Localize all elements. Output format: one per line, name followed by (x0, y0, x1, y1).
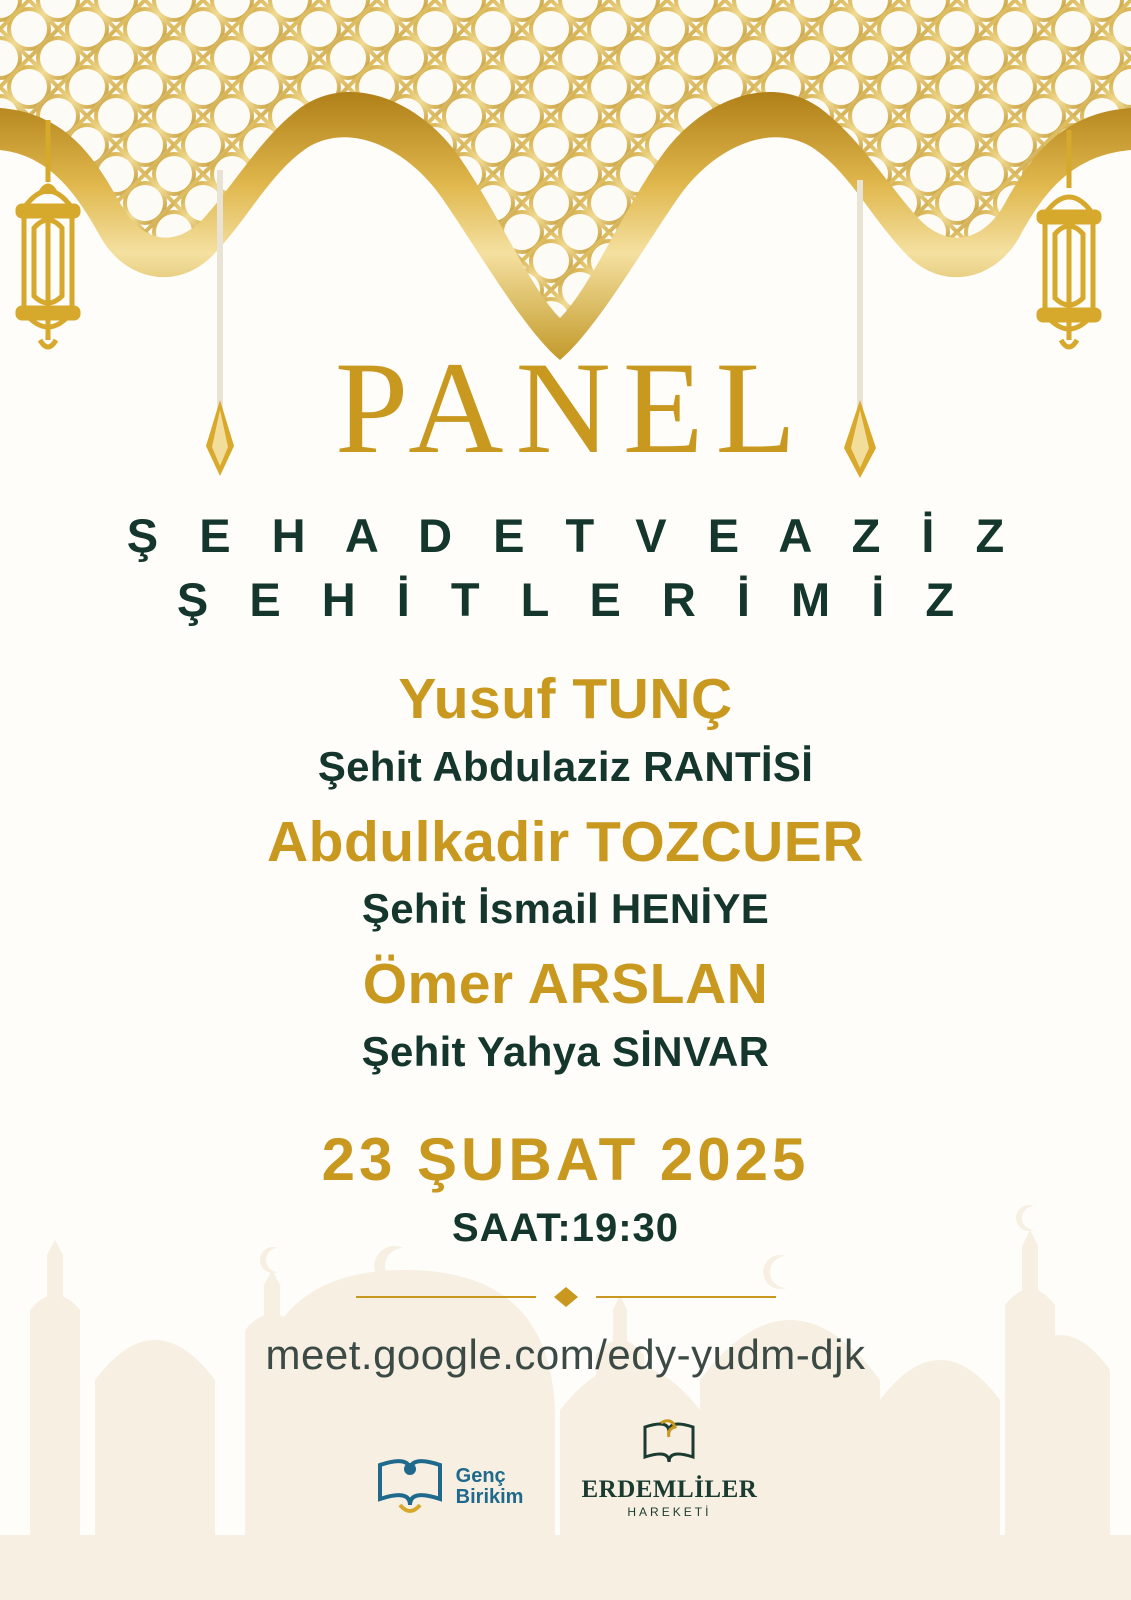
calligraphy-book-icon (635, 1419, 703, 1471)
logo-row (0, 1419, 1131, 1519)
event-time: SAAT:19:30 (451, 1205, 680, 1250)
speaker-topic: Şehit Yahya SİNVAR (361, 1027, 770, 1075)
speaker-entry (0, 808, 1131, 940)
speaker-name: Abdulkadir TOZCUER (267, 809, 864, 874)
speaker-name: Ömer ARSLAN (362, 952, 769, 1017)
decorative-divider (356, 1285, 776, 1309)
speaker-topic: Şehit Abdulaziz RANTİSİ (317, 742, 814, 790)
logo-genc-birikim-line-1: Genç (455, 1464, 506, 1487)
poster-subtitle-line-1: Ş E H A D E T V E A Z İ Z (126, 509, 1019, 563)
speaker-divider-space (0, 798, 1131, 808)
event-date: 23 ŞUBAT 2025 (321, 1125, 810, 1193)
logo-genc-birikim-line-2: Birikim (455, 1485, 524, 1508)
logo-erdemliler-line-2: HAREKETİ (627, 1504, 712, 1519)
logo-erdemliler-line-1: ERDEMLİLER (581, 1475, 758, 1503)
poster-subtitle-line-2: Ş E H İ T L E R İ M İ Z (176, 572, 969, 626)
poster-content (0, 334, 1131, 1519)
page-title: PANEL (334, 334, 809, 481)
lantern-icon-right (1011, 130, 1121, 380)
speaker-topic: Şehit İsmail HENİYE (361, 885, 770, 933)
logo-genc-birikim (374, 1455, 524, 1519)
logo-erdemliler-hareketi (581, 1419, 757, 1519)
meeting-link[interactable]: meet.google.com/edy-yudm-djk (265, 1330, 866, 1378)
speaker-list (0, 665, 1131, 1082)
speaker-entry (0, 665, 1131, 797)
poster-subtitle (0, 504, 1131, 631)
lantern-icon-left (0, 120, 110, 380)
speaker-name: Yusuf TUNÇ (398, 667, 733, 732)
speaker-divider-space (0, 940, 1131, 950)
open-book-icon (374, 1455, 446, 1519)
logo-genc-birikim-text (456, 1466, 524, 1508)
top-gold-ornament (0, 0, 1131, 360)
speaker-entry (0, 950, 1131, 1082)
